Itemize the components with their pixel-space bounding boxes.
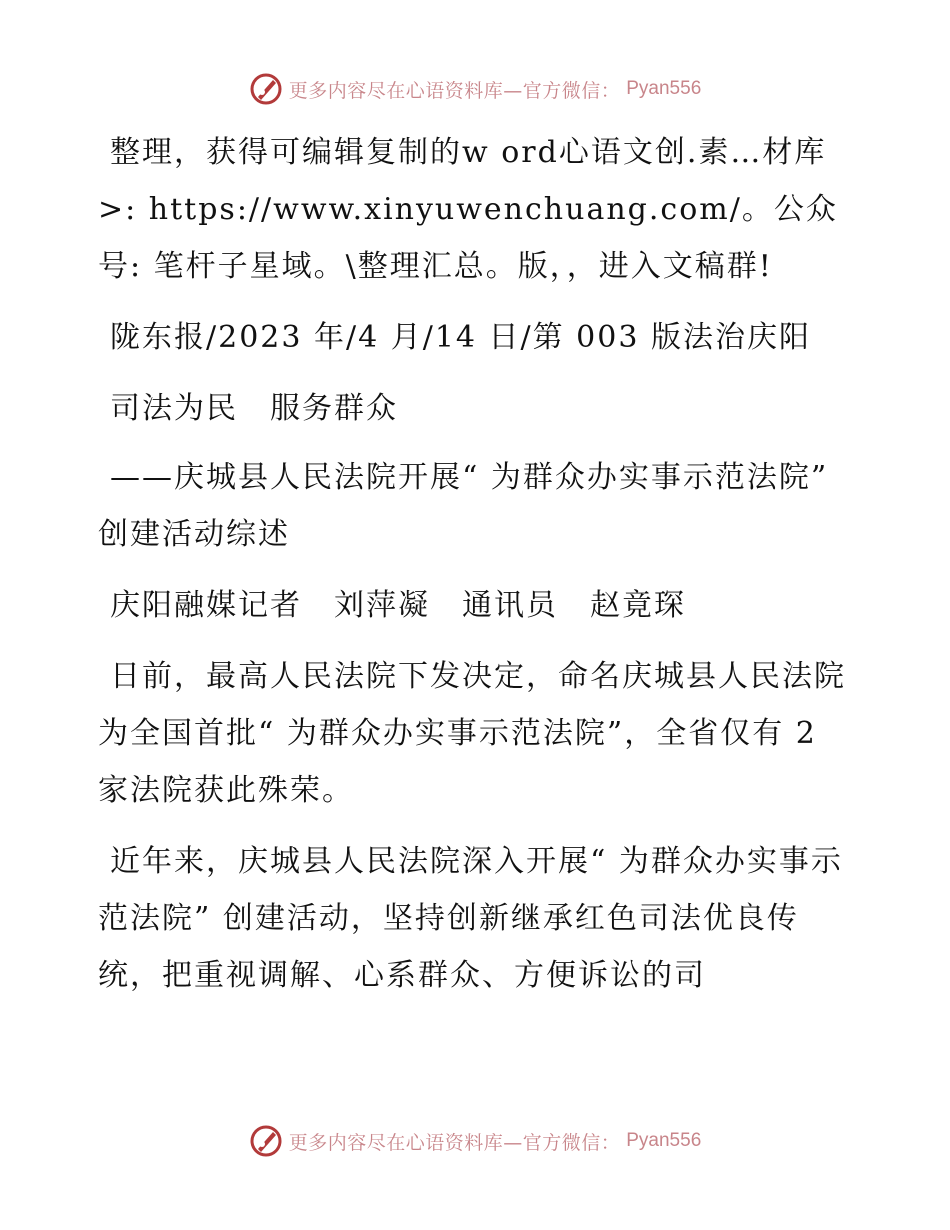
watermark-text: 更多内容尽在心语资料库—官方微信： (288, 79, 621, 102)
watermark-text: 更多内容尽在心语资料库—官方微信： (288, 1131, 621, 1154)
pen-circle-logo-icon (249, 1124, 283, 1158)
pen-circle-logo-icon (249, 72, 283, 106)
watermark-wechat-id: Pyan556 (626, 1130, 702, 1151)
article-title: 司法为民 服务群众 (110, 391, 398, 426)
body-paragraph-1: 日前，最高人民法院下发决定，命名庆城县人民法院为全国首批“ 为群众办实事示范法院”，全省仅有 2 家法院获此殊荣。 (98, 659, 846, 808)
watermark-wechat-id: Pyan556 (626, 78, 702, 99)
document-body (98, 124, 850, 1018)
byline: 庆阳融媒记者 刘萍凝 通讯员 赵竟琛 (110, 588, 686, 623)
body-paragraph-2: 近年来，庆城县人民法院深入开展“ 为群众办实事示范法院” 创建活动，坚持创新继承红色司法优良传统，把重视调解、心系群众、方便诉讼的司 (98, 844, 843, 993)
source-line: 陇东报/2023 年/4 月/14 日/第 003 版法治庆阳 (110, 320, 811, 355)
intro-paragraph: 整理，获得可编辑复制的w ord心语文创.素…材库>: https://www.xinyuwenchuang.com/。公众号: 笔杆子星域。\整理汇总。版，，进入文稿群! (98, 135, 838, 284)
article-subtitle: ——庆城县人民法院开展“ 为群众办实事示范法院” 创建活动综述 (98, 460, 829, 552)
footer-watermark (0, 1124, 950, 1158)
header-watermark (0, 72, 950, 106)
